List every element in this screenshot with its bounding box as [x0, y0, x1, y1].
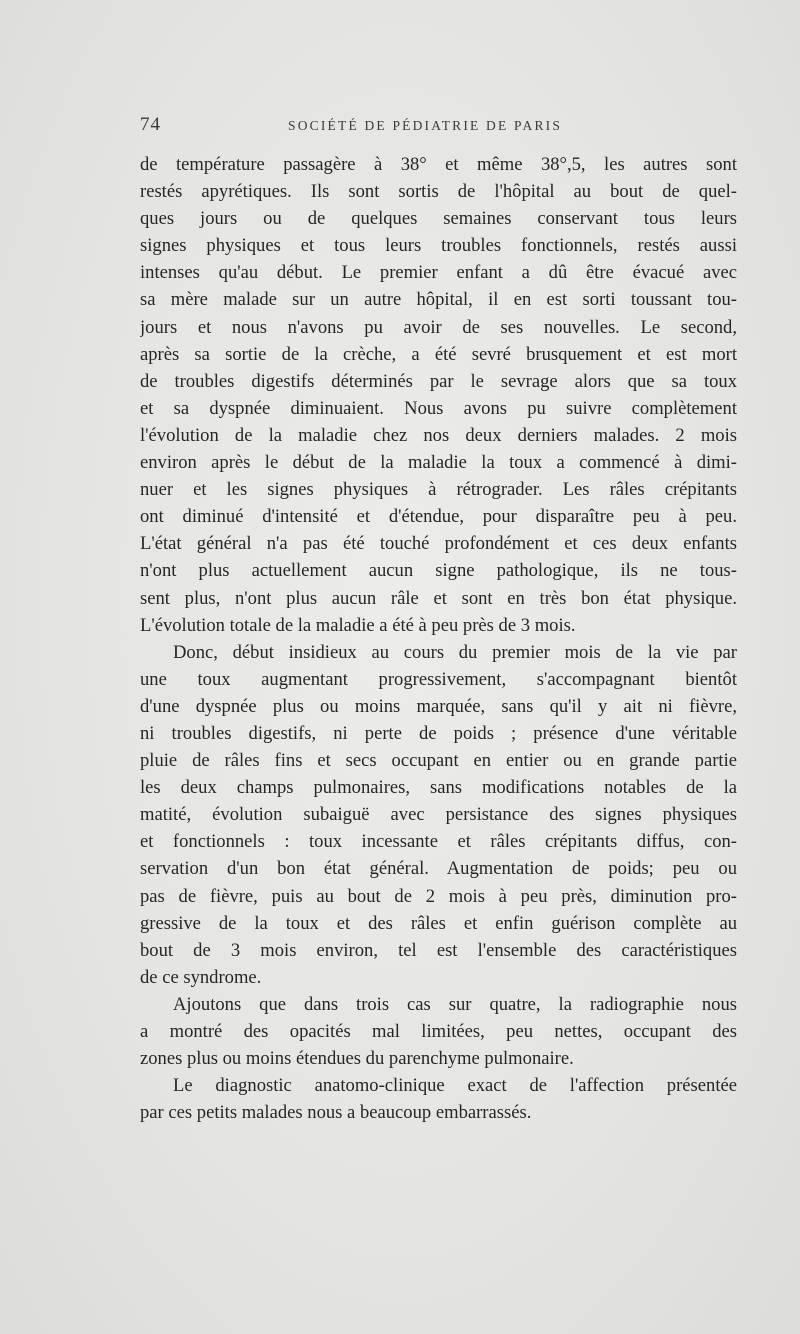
text-line: ont diminué d'intensité et d'étendue, pour disparaître peu à peu.	[140, 506, 737, 528]
text-line: L'évolution totale de la maladie a été à peu près de 3 mois.	[140, 614, 576, 636]
text-line: après sa sortie de la crèche, a été sevré brusquement et est mort	[140, 343, 737, 365]
text-line: les deux champs pulmonaires, sans modifications notables de la	[140, 777, 737, 799]
text-line: et sa dyspnée diminuaient. Nous avons pu suivre complètement	[140, 397, 737, 419]
text-line: nuer et les signes physiques à rétrograder. Les râles crépitants	[140, 479, 737, 501]
text-line: Le diagnostic anatomo-clinique exact de l'affection présentée	[173, 1075, 737, 1097]
text-line: bout de 3 mois environ, tel est l'ensemble des caractéristiques	[140, 939, 737, 961]
text-line: l'évolution de la maladie chez nos deux derniers malades. 2 mois	[140, 424, 737, 446]
text-line: sent plus, n'ont plus aucun râle et sont en très bon état physique.	[140, 587, 737, 609]
text-line: ni troubles digestifs, ni perte de poids ; présence d'une véritable	[140, 722, 737, 744]
text-line: une toux augmentant progressivement, s'accompagnant bientôt	[140, 668, 737, 690]
text-line: de troubles digestifs déterminés par le sevrage alors que sa toux	[140, 370, 737, 392]
text-line: L'état général n'a pas été touché profondément et ces deux enfants	[140, 533, 737, 555]
running-head: SOCIÉTÉ DE PÉDIATRIE DE PARIS	[288, 118, 563, 133]
text-line: sa mère malade sur un autre hôpital, il en est sorti toussant tou-	[140, 289, 737, 311]
text-line: par ces petits malades nous a beaucoup embarrassés.	[140, 1102, 532, 1124]
text-line: servation d'un bon état général. Augmentation de poids; peu ou	[140, 858, 737, 880]
text-line: environ après le début de la maladie la toux a commencé à dimi-	[140, 452, 737, 474]
text-line: de température passagère à 38° et même 38°,5, les autres sont	[140, 154, 737, 175]
text-line: matité, évolution subaiguë avec persistance des signes physiques	[140, 804, 737, 826]
text-line: Donc, début insidieux au cours du premier mois de la vie par	[173, 641, 737, 663]
text-line: gressive de la toux et des râles et enfin guérison complète au	[140, 912, 737, 934]
text-line: et fonctionnels : toux incessante et râles crépitants diffus, con-	[140, 831, 737, 853]
text-line: zones plus ou moins étendues du parenchyme pulmonaire.	[140, 1048, 574, 1070]
text-line: a montré des opacités mal limitées, peu nettes, occupant des	[140, 1021, 737, 1042]
text-line: pluie de râles fins et secs occupant en entier ou en grande partie	[140, 750, 737, 772]
page-header	[140, 114, 740, 138]
text-line: ques jours ou de quelques semaines conservant tous leurs	[140, 208, 737, 230]
text-line: de ce syndrome.	[140, 966, 262, 988]
page-number: 74	[140, 114, 161, 135]
body-text	[140, 151, 737, 1126]
text-line: pas de fièvre, puis au bout de 2 mois à peu près, diminution pro-	[140, 885, 737, 907]
text-line: signes physiques et tous leurs troubles fonctionnels, restés aussi	[140, 235, 737, 257]
text-line: n'ont plus actuellement aucun signe pathologique, ils ne tous-	[140, 560, 737, 582]
text-line: jours et nous n'avons pu avoir de ses nouvelles. Le second,	[140, 316, 737, 338]
text-line: restés apyrétiques. Ils sont sortis de l'hôpital au bout de quel-	[140, 181, 737, 203]
text-line: intenses qu'au début. Le premier enfant a dû être évacué avec	[140, 262, 737, 284]
text-line: d'une dyspnée plus ou moins marquée, sans qu'il y ait ni fièvre,	[140, 695, 737, 717]
text-line: Ajoutons que dans trois cas sur quatre, la radiographie nous	[173, 993, 737, 1015]
